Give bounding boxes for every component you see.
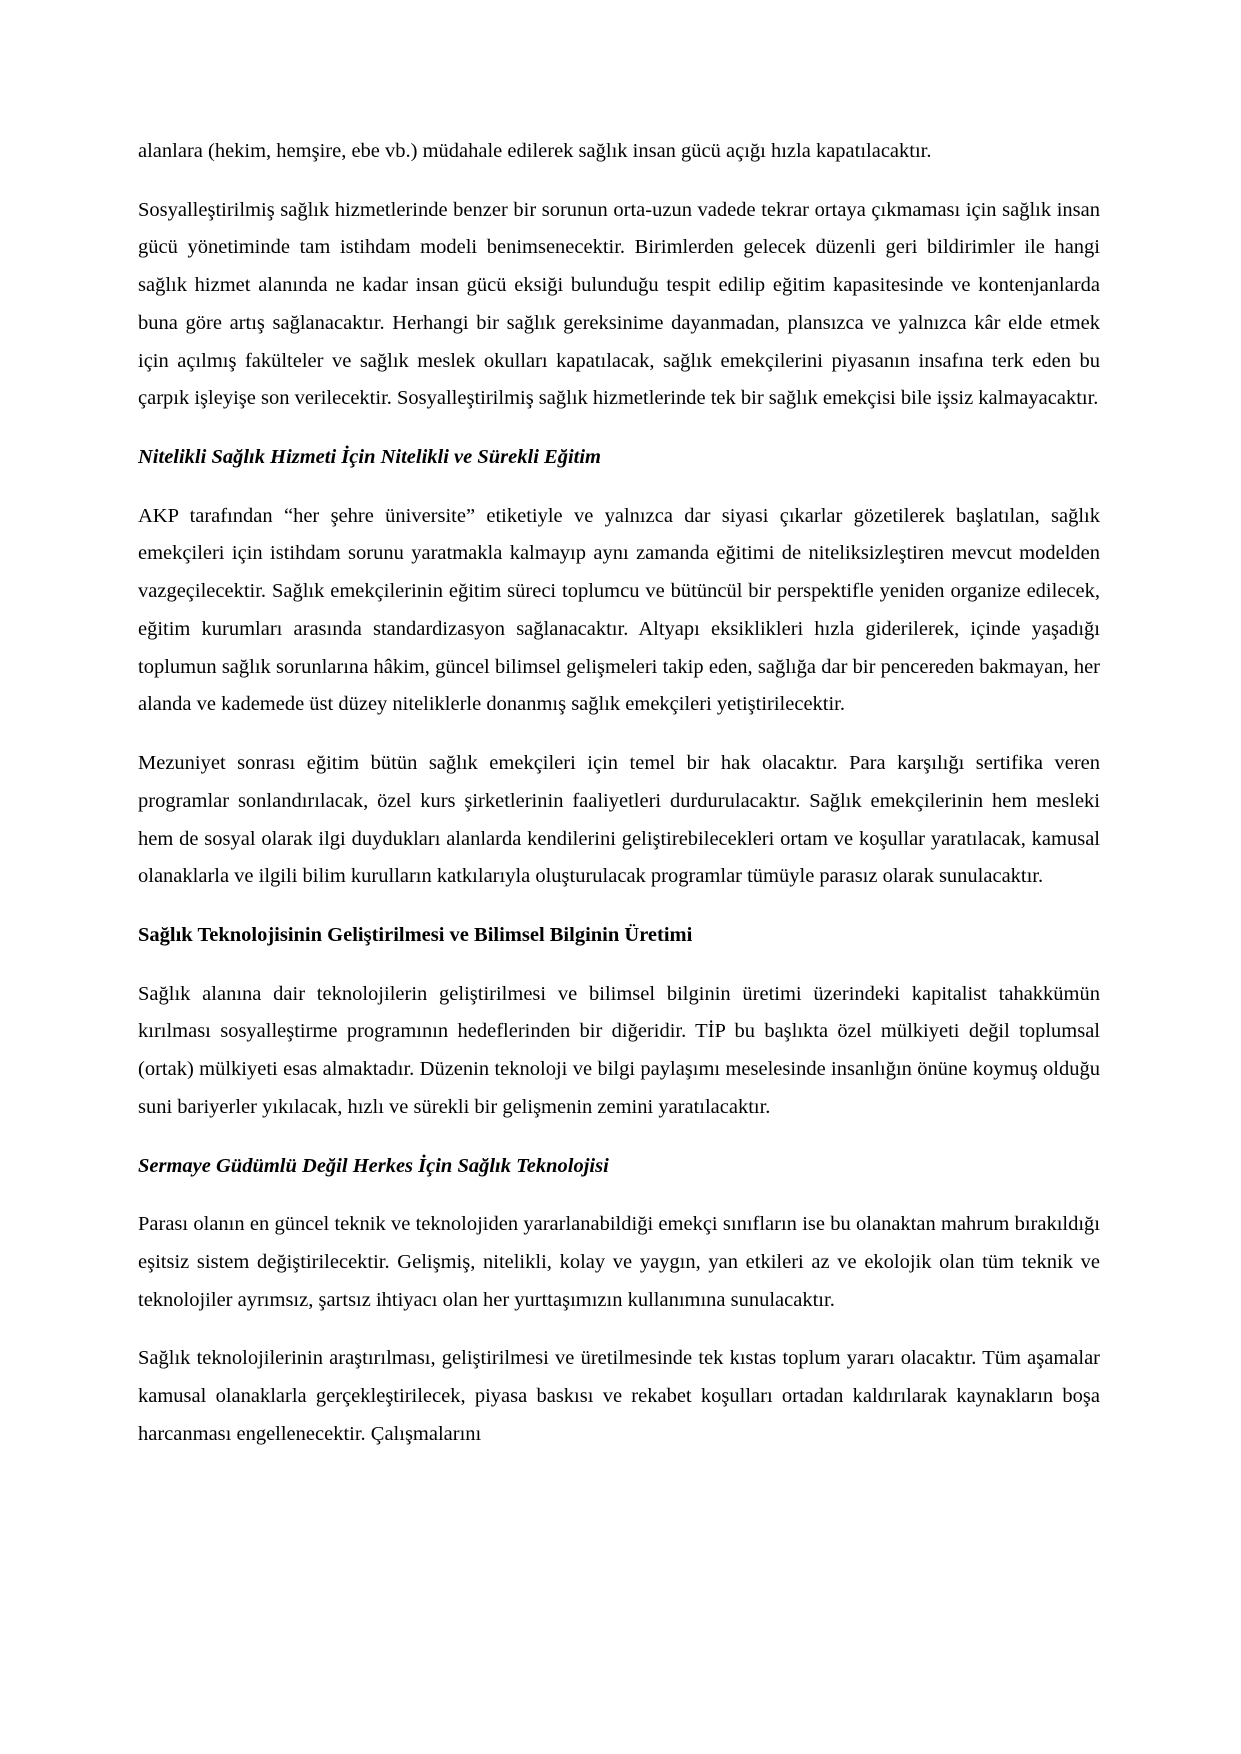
- paragraph: Mezuniyet sonrası eğitim bütün sağlık emekçileri için temel bir hak olacaktır. Para karşılığı sertifika veren programlar sonlandırılacak, özel kurs şirketlerinin faaliyetleri durdurulacaktır. Sağlık emekçilerinin hem mesleki hem de sosyal olarak ilgi duydukları alanlarda kendilerini geliştirebilecekleri ortam ve koşullar yaratılacak, kamusal olanaklarla ve ilgili bilim kurulların katkılarıyla oluşturulacak programlar tümüyle parasız olarak sunulacaktır.: [138, 752, 1100, 888]
- paragraph: Sağlık alanına dair teknolojilerin geliştirilmesi ve bilimsel bilginin üretimi üzerindeki kapitalist tahakkümün kırılması sosyalleştirme programının hedeflerinden bir diğeridir. TİP bu başlıkta özel mülkiyeti değil toplumsal (ortak) mülkiyeti esas almaktadır. Düzenin teknoloji ve bilgi paylaşımı meselesinde insanlığın önüne koymuş olduğu suni bariyerler yıkılacak, hızlı ve sürekli bir gelişmenin zemini yaratılacaktır.: [138, 982, 1100, 1118]
- paragraph: AKP tarafından “her şehre üniversite” etiketiyle ve yalnızca dar siyasi çıkarlar gözetilerek başlatılan, sağlık emekçileri için istihdam sorunu yaratmakla kalmayıp aynı zamanda eğitimi de niteliksizleştiren mevcut modelden vazgeçilecektir. Sağlık emekçilerinin eğitim süreci toplumcu ve bütüncül bir perspektifle yeniden organize edilecek, eğitim kurumları arasında standardizasyon sağlanacaktır. Altyapı eksiklikleri hızla giderilerek, içinde yaşadığı toplumun sağlık sorunlarına hâkim, güncel bilimsel gelişmeleri takip eden, sağlığa dar bir pencereden bakmayan, her alanda ve kademede üst düzey niteliklerle donanmış sağlık emekçileri yetiştirilecektir.: [138, 504, 1100, 716]
- paragraph: alanlara (hekim, hemşire, ebe vb.) müdahale edilerek sağlık insan gücü açığı hızla kapatılacaktır.: [138, 140, 932, 162]
- section-heading: Nitelikli Sağlık Hizmeti İçin Nitelikli ve Sürekli Eğitim: [138, 446, 601, 469]
- paragraph: Sağlık teknolojilerinin araştırılması, geliştirilmesi ve üretilmesinde tek kıstas toplum yararı olacaktır. Tüm aşamalar kamusal olanaklarla gerçekleştirilecek, piyasa baskısı ve rekabet koşulları ortadan kaldırılarak kaynakların boşa harcanması engellenecektir. Çalışmalarını: [138, 1347, 1100, 1445]
- section-heading: Sağlık Teknolojisinin Geliştirilmesi ve Bilimsel Bilginin Üretimi: [138, 923, 693, 946]
- section-heading: Sermaye Güdümlü Değil Herkes İçin Sağlık Teknolojisi: [138, 1154, 609, 1177]
- paragraph: Parası olanın en güncel teknik ve teknolojiden yararlanabildiği emekçi sınıfların ise bu olanaktan mahrum bırakıldığı eşitsiz sistem değiştirilecektir. Gelişmiş, nitelikli, kolay ve yaygın, yan etkileri az ve ekolojik olan tüm teknik ve teknolojiler ayrımsız, şartsız ihtiyacı olan her yurttaşımızın kullanımına sunulacaktır.: [138, 1213, 1100, 1311]
- paragraph: Sosyalleştirilmiş sağlık hizmetlerinde benzer bir sorunun orta-uzun vadede tekrar ortaya çıkmaması için sağlık insan gücü yönetiminde tam istihdam modeli benimsenecektir. Birimlerden gelecek düzenli geri bildirimler ile hangi sağlık hizmet alanında ne kadar insan gücü eksiği bulunduğu tespit edilip eğitim kapasitesinde ve kontenjanlarda buna göre artış sağlanacaktır. Herhangi bir sağlık gereksinime dayanmadan, plansızca ve yalnızca kâr elde etmek için açılmış fakülteler ve sağlık meslek okulları kapatılacak, sağlık emekçilerini piyasanın insafına terk eden bu çarpık işleyişe son verilecektir. Sosyalleştirilmiş sağlık hizmetlerinde tek bir sağlık emekçisi bile işsiz kalmayacaktır.: [138, 198, 1100, 410]
